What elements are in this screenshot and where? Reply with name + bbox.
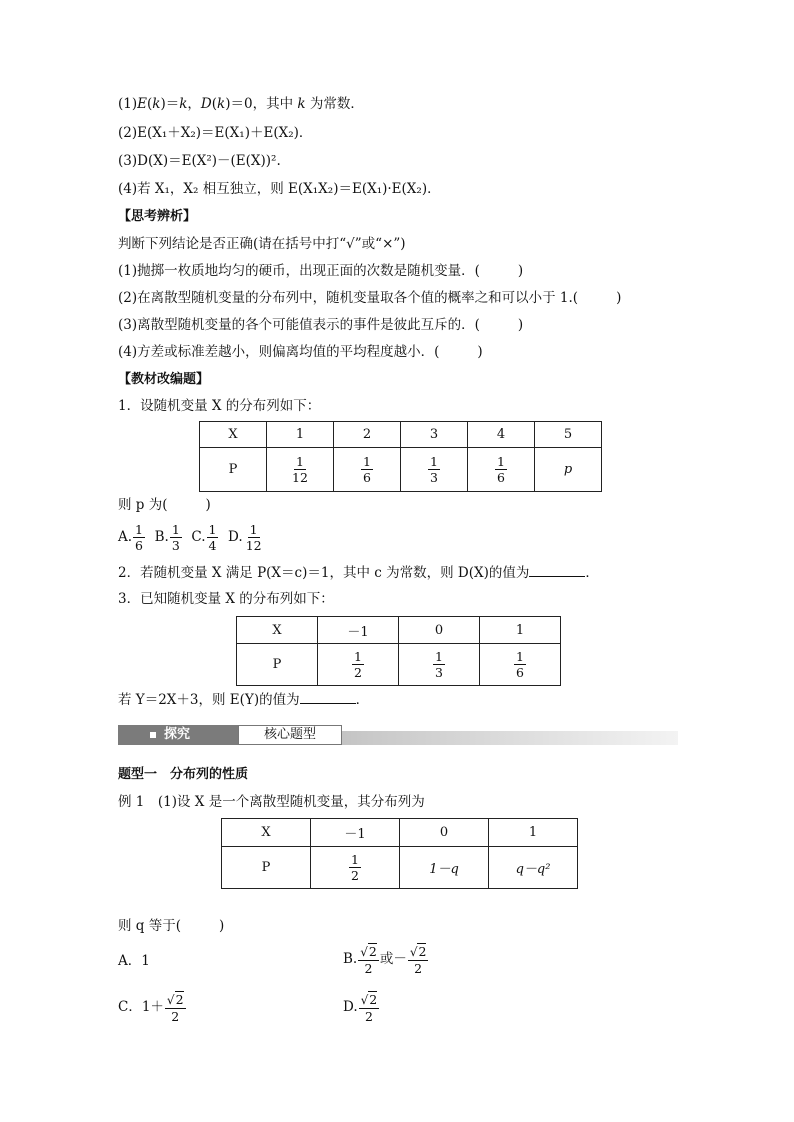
table-cell (334, 448, 401, 492)
table-cell (468, 448, 535, 492)
table-cell (267, 448, 334, 492)
table-cell (399, 644, 480, 686)
judge-item-1: (1)抛掷一枚质地均匀的硬币，出现正面的次数是随机变量．( ) (118, 263, 524, 279)
table-cell: 3 (401, 422, 468, 448)
table-cell: 0 (399, 617, 480, 644)
fraction: $\frac{1}{6}$ (516, 649, 524, 680)
fraction: √ $\frac{2}{2}$ (358, 944, 379, 976)
question-2: 2．若随机变量 X 满足 P(X＝c)＝1，其中 c 为常数，则 D(X)的值为 ． (118, 565, 599, 581)
table-cell: 4 (468, 422, 535, 448)
table-cell: 1 (489, 819, 578, 847)
table-row (222, 847, 578, 889)
banner-label-left: 探究 (118, 725, 238, 745)
table-cell (480, 644, 561, 686)
distribution-table-3 (221, 818, 578, 889)
table-cell: 1 (267, 422, 334, 448)
judge-item-4: (4)方差或标准差越小，则偏离均值的平均程度越小．( ) (118, 344, 483, 360)
distribution-table-2 (236, 616, 561, 686)
fraction: $\frac{1}{3}$ (435, 649, 443, 680)
table-row (237, 617, 561, 644)
table-cell: 2 (334, 422, 401, 448)
answer-blank[interactable] (529, 564, 585, 577)
question-1: 1．设随机变量 X 的分布列如下： (118, 398, 321, 414)
fraction: √ $\frac{2}{2}$ (165, 992, 186, 1024)
fraction: $\frac{1}{4}$ (208, 522, 217, 553)
table-cell: X (222, 819, 311, 847)
option-d: D. √ $\frac{2}{2}$ (343, 990, 380, 1024)
table-cell: 1－q (400, 847, 489, 889)
distribution-table-1 (199, 421, 602, 492)
judge-item-2: (2)在离散型随机变量的分布列中，随机变量取各个值的概率之和可以小于 1.( ) (118, 290, 622, 306)
table-cell: X (237, 617, 318, 644)
fraction: $\frac{1}{12}$ (292, 454, 308, 485)
example-1: 例 1 (1)设 X 是一个离散型随机变量，其分布列为 (118, 794, 425, 810)
table-cell: P (200, 448, 267, 492)
heading-textbook: 【教材改编题】 (118, 372, 210, 387)
table-cell: P (222, 847, 311, 889)
table-cell (318, 644, 399, 686)
table-cell: p (535, 448, 602, 492)
option-b: B. √ $\frac{2}{2}$ 或－ √ $\frac{2}{2}$ (343, 942, 429, 976)
table-cell: 5 (535, 422, 602, 448)
question-3: 3．已知随机变量 X 的分布列如下： (118, 591, 334, 607)
table-cell: 0 (400, 819, 489, 847)
judge-intro: 判断下列结论是否正确(请在括号中打“√”或“×”) (118, 236, 406, 252)
example-1-ask: 则 q 等于( ) (118, 918, 225, 934)
fraction: $\frac{1}{3}$ (430, 454, 438, 485)
fraction: $\frac{1}{2}$ (351, 852, 359, 883)
table-cell: q－q² (489, 847, 578, 889)
table-row (200, 422, 602, 448)
section-banner (118, 725, 678, 747)
table-cell: 1 (480, 617, 561, 644)
judge-item-3: (3)离散型随机变量的各个可能值表示的事件是彼此互斥的．( ) (118, 317, 524, 333)
fraction: √ $\frac{2}{2}$ (359, 992, 380, 1024)
option-a: A．1 (118, 953, 150, 969)
property-3: (3)D(X)＝E(X²)－(E(X))². (118, 153, 281, 169)
banner-label-right: 核心题型 (238, 725, 342, 745)
table-row (237, 644, 561, 686)
table-cell: P (237, 644, 318, 686)
type-heading: 题型一 分布列的性质 (118, 767, 249, 782)
question-1-options: A. $\frac{1}{6}$ B. $\frac{1}{3}$ C. $\frac{1}{4}$ D. $\frac{1}{12}$ (118, 522, 262, 553)
fraction: $\frac{1}{12}$ (245, 522, 262, 553)
property-2: (2)E(X₁＋X₂)＝E(X₁)＋E(X₂)． (118, 125, 313, 141)
table-row (200, 448, 602, 492)
table-cell (401, 448, 468, 492)
question-1-ask: 则 p 为( ) (118, 497, 211, 513)
fraction: $\frac{1}{3}$ (171, 522, 180, 553)
fraction: $\frac{1}{6}$ (363, 454, 371, 485)
square-bullet-icon (150, 732, 156, 738)
question-3-ask: 若 Y＝2X＋3，则 E(Y)的值为 ． (118, 692, 370, 708)
fraction: √ $\frac{2}{2}$ (408, 944, 429, 976)
property-4: (4)若 X₁，X₂ 相互独立，则 E(X₁X₂)＝E(X₁)·E(X₂)． (118, 181, 441, 197)
option-c: C．1＋ √ $\frac{2}{2}$ (118, 990, 187, 1024)
table-cell: －1 (311, 819, 400, 847)
table-cell: X (200, 422, 267, 448)
fraction: $\frac{1}{6}$ (497, 454, 505, 485)
table-row (222, 819, 578, 847)
answer-blank[interactable] (300, 691, 356, 704)
table-cell: －1 (318, 617, 399, 644)
property-1: (1)E(k)＝k，D(k)＝0，其中 k 为常数． (118, 96, 364, 112)
table-cell (311, 847, 400, 889)
fraction: $\frac{1}{2}$ (354, 649, 362, 680)
heading-think: 【思考辨析】 (118, 209, 197, 224)
fraction: $\frac{1}{6}$ (135, 522, 143, 553)
